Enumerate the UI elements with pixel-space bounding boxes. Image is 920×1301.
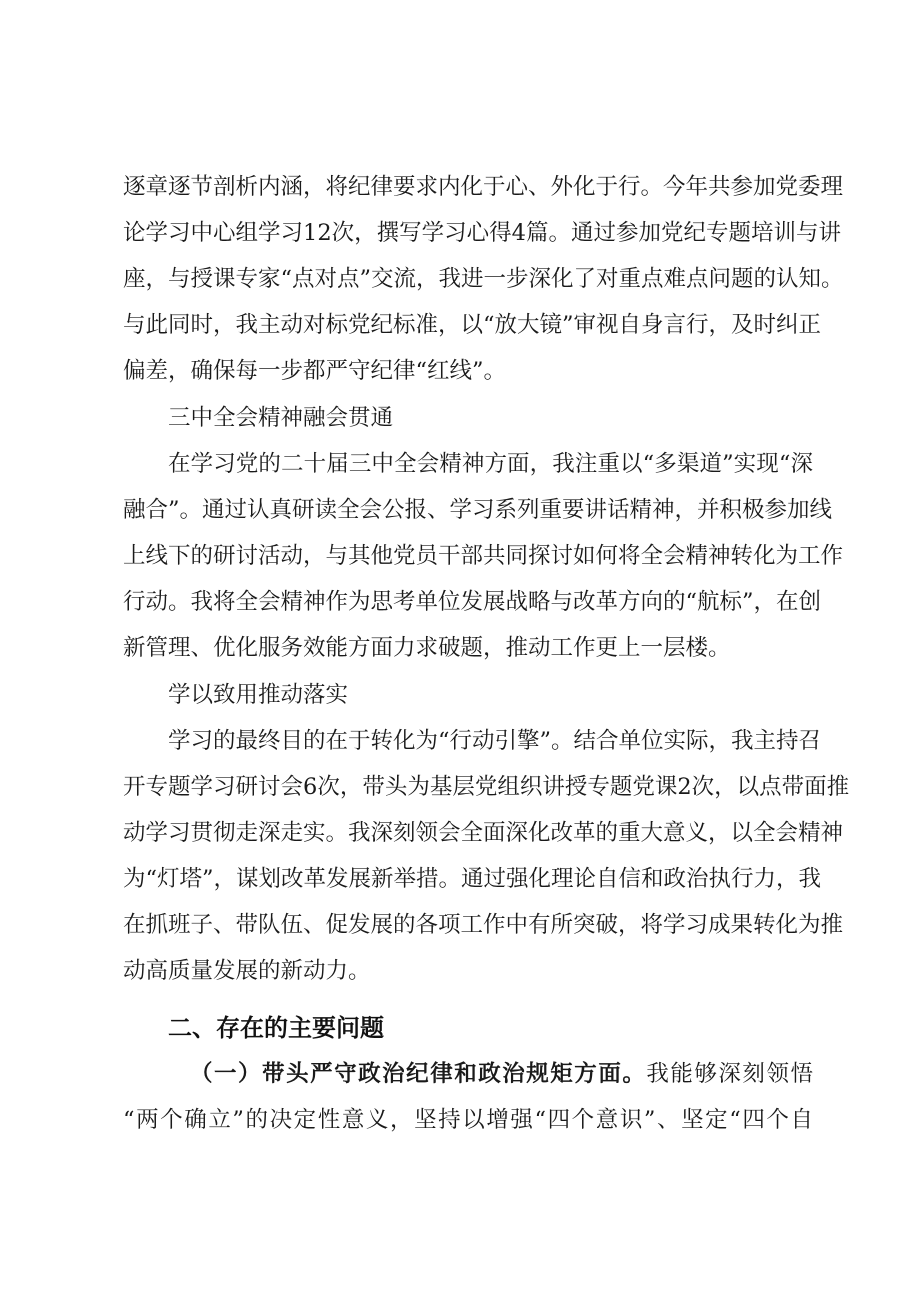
paragraph-line <box>190 1059 813 1089</box>
paragraph-line: 上线下的研讨活动，与其他党员干部共同探讨如何将全会精神转化为工作 <box>123 543 844 569</box>
paragraph-line: 融合”。通过认真研读全会公报、学习系列重要讲话精神，并积极参加线 <box>123 497 833 523</box>
paragraph-line: 动高质量发展的新动力。 <box>123 958 371 984</box>
paragraph-line: 逐章逐节剖析内涵，将纪律要求内化于心、外化于行。今年共参加党委理 <box>123 174 844 200</box>
paragraph-text: 我能够深刻领悟 <box>646 1061 813 1087</box>
paragraph-line: 开专题学习研讨会6次，带头为基层党组织讲授专题党课2次，以点带面推 <box>123 774 850 800</box>
paragraph-line: 在学习党的二十届三中全会精神方面，我注重以“多渠道”实现“深 <box>168 451 813 477</box>
paragraph-line: “两个确立”的决定性意义，坚持以增强“四个意识”、坚定“四个自 <box>123 1107 813 1133</box>
paragraph-line: 为“灯塔”，谋划改革发展新举措。通过强化理论自信和政治执行力，我 <box>123 866 822 892</box>
paragraph-line: 论学习中心组学习12次，撰写学习心得4篇。通过参加党纪专题培训与讲 <box>123 220 841 246</box>
bold-lead-text: （一）带头严守政治纪律和政治规矩方面。 <box>190 1061 647 1087</box>
paragraph-line: 行动。我将全会精神作为思考单位发展战略与改革方向的“航标”，在创 <box>123 589 822 615</box>
section-heading: 二、存在的主要问题 <box>168 1014 384 1042</box>
paragraph-line: 新管理、优化服务效能方面力求破题，推动工作更上一层楼。 <box>123 635 731 661</box>
paragraph-line: 动学习贯彻走深走实。我深刻领会全面深化改革的重大意义，以全会精神 <box>123 820 844 846</box>
paragraph-line: 偏差，确保每一步都严守纪律“红线”。 <box>123 358 507 384</box>
paragraph-line: 在抓班子、带队伍、促发展的各项工作中有所突破，将学习成果转化为推 <box>123 912 844 938</box>
paragraph-line: 座，与授课专家“点对点”交流，我进一步深化了对重点难点问题的认知。 <box>123 266 844 292</box>
paragraph-line: 学习的最终目的在于转化为“行动引擎”。结合单位实际，我主持召 <box>168 728 822 754</box>
subheading: 学以致用推动落实 <box>168 682 349 708</box>
subheading: 三中全会精神融会贯通 <box>168 405 394 431</box>
paragraph-line: 与此同时，我主动对标党纪标准，以“放大镜”审视自身言行，及时纠正 <box>123 312 822 338</box>
